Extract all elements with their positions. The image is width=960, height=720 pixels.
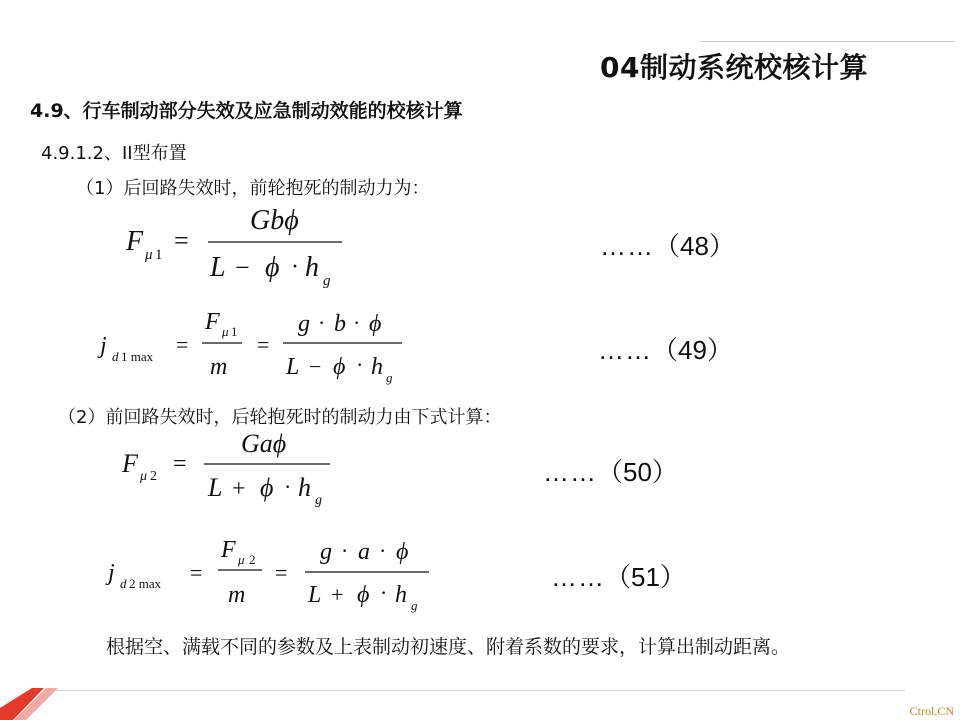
svg-text:=: = [174, 226, 189, 255]
svg-text:·: · [318, 310, 326, 335]
svg-text:g: g [323, 273, 331, 289]
svg-text:L: L [208, 473, 223, 502]
equation-48-number [600, 226, 735, 263]
svg-text:μ: μ [140, 469, 148, 484]
svg-text:·: · [341, 538, 349, 563]
svg-text:b: b [334, 311, 346, 337]
svg-text:1 max: 1 max [121, 349, 154, 364]
svg-text:g: g [320, 539, 332, 565]
svg-text:·: · [284, 474, 292, 499]
svg-text:m: m [210, 354, 228, 380]
svg-text:ϕ: ϕ [265, 252, 280, 283]
svg-text:L: L [210, 252, 226, 283]
svg-text:=: = [176, 332, 189, 357]
svg-text:μ: μ [145, 247, 153, 263]
svg-text:=: = [190, 560, 203, 585]
svg-text:F: F [205, 309, 220, 335]
eq48-dots: …… [600, 231, 654, 261]
svg-text:L: L [286, 354, 300, 380]
svg-text:d: d [120, 576, 127, 591]
svg-text:g: g [411, 598, 418, 613]
svg-text:j: j [108, 560, 115, 586]
svg-text:h: h [305, 252, 319, 283]
svg-text:g: g [315, 493, 322, 508]
svg-text:Gaϕ: Gaϕ [241, 429, 287, 458]
slide-title: 04制动系统校核计算 [600, 51, 868, 84]
svg-text:ϕ: ϕ [357, 582, 370, 608]
svg-text:ϕ: ϕ [260, 473, 274, 502]
svg-text:g: g [298, 311, 310, 337]
svg-text:ϕ: ϕ [369, 311, 382, 337]
eq51-label: （51） [605, 562, 686, 592]
conclusion-paragraph: 根据空、满载不同的参数及上表制动初速度、附着系数的要求，计算出制动距离。 [106, 636, 791, 658]
svg-text:F: F [122, 449, 138, 478]
svg-text:m: m [228, 582, 246, 608]
svg-text:−: − [235, 253, 250, 282]
svg-text:Gbϕ: Gbϕ [250, 205, 299, 236]
footer-rule [55, 690, 905, 691]
eq49-label: （49） [652, 335, 733, 365]
svg-text:ϕ: ϕ [333, 354, 346, 380]
svg-text:g: g [386, 370, 393, 385]
case1-text: （1）后回路失效时，前轮抱死的制动力为： [76, 178, 430, 199]
equation-51-number [551, 557, 686, 594]
eq48-label: （48） [654, 231, 735, 261]
svg-text:+: + [331, 582, 344, 607]
section-title: 4.9、行车制动部分失效及应急制动效能的校核计算 [30, 100, 463, 122]
eq50-dots: …… [543, 457, 597, 487]
svg-text:F: F [221, 537, 236, 563]
equation-49 [97, 309, 402, 385]
svg-text:j: j [100, 333, 107, 359]
svg-text:1: 1 [231, 324, 238, 339]
eq51-dots: …… [551, 562, 605, 592]
svg-text:2 max: 2 max [129, 576, 162, 591]
svg-text:2: 2 [249, 552, 256, 567]
svg-text:a: a [358, 539, 370, 565]
svg-text:·: · [353, 310, 361, 335]
svg-text:μ: μ [238, 552, 245, 567]
equation-50-number [543, 452, 678, 489]
equation-49-number [598, 330, 733, 367]
svg-text:=: = [173, 451, 187, 477]
svg-text:F: F [126, 226, 144, 257]
corner-accent [0, 688, 58, 720]
equation-50 [121, 429, 330, 508]
svg-text:h: h [298, 473, 311, 502]
svg-text:=: = [257, 332, 270, 357]
svg-text:μ: μ [222, 324, 229, 339]
case2-text: （2）前回路失效时，后轮抱死时的制动力由下式计算： [58, 407, 502, 428]
svg-text:·: · [379, 538, 387, 563]
svg-text:h: h [371, 354, 383, 380]
svg-text:+: + [232, 476, 246, 502]
subsection-title: 4.9.1.2、II型布置 [41, 143, 187, 164]
svg-text:L: L [308, 582, 322, 608]
svg-text:·: · [356, 352, 364, 377]
svg-text:h: h [395, 582, 407, 608]
svg-text:−: − [309, 354, 322, 379]
equation-48 [125, 205, 342, 289]
eq49-dots: …… [598, 335, 652, 365]
svg-text:=: = [275, 560, 288, 585]
eq50-label: （50） [597, 457, 678, 487]
svg-text:·: · [380, 580, 388, 605]
svg-text:2: 2 [150, 469, 157, 484]
svg-text:ϕ: ϕ [396, 539, 409, 565]
svg-text:d: d [112, 349, 119, 364]
svg-text:1: 1 [155, 247, 163, 263]
footer-logo: Ctrol.CN [909, 704, 954, 718]
svg-text:·: · [291, 254, 299, 280]
equation-51 [105, 537, 429, 613]
